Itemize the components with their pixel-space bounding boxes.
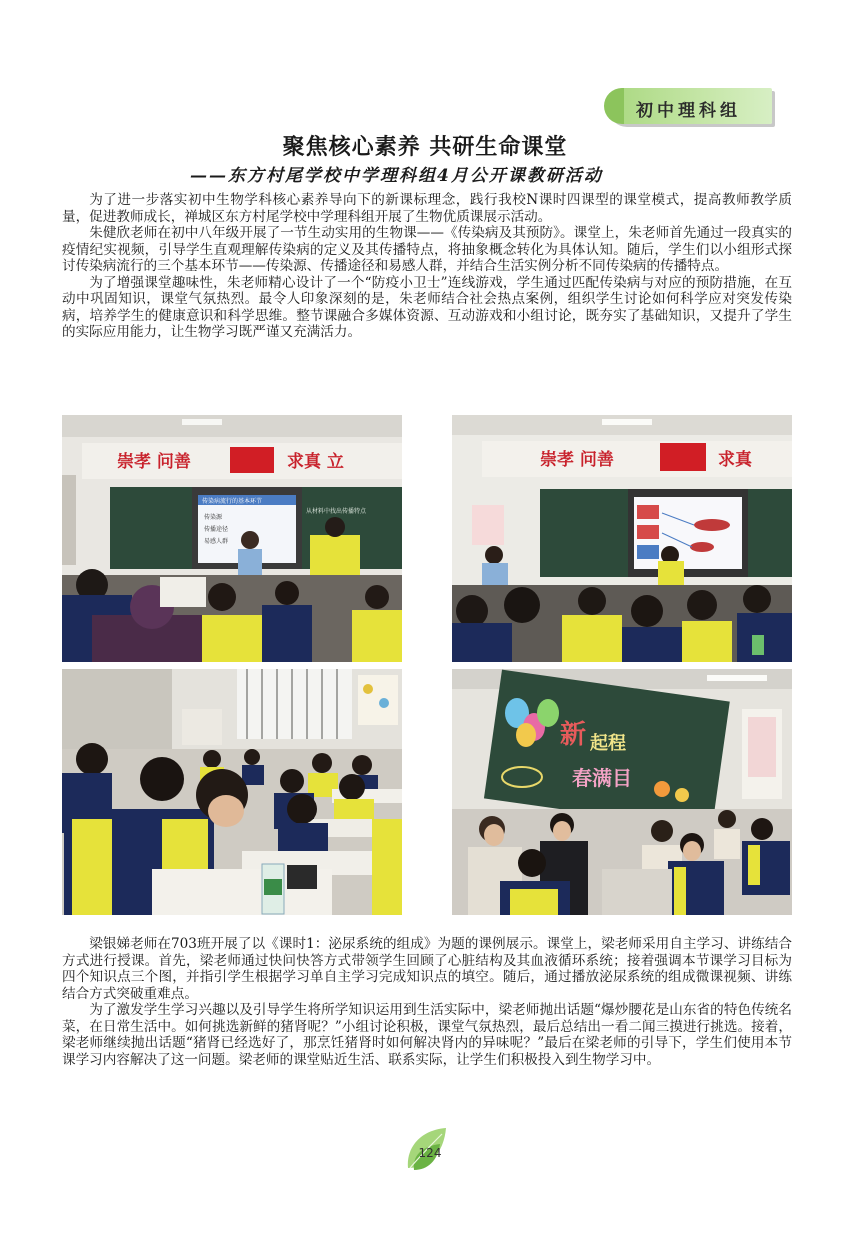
screen-title: 传染病流行的基本环节	[202, 498, 263, 505]
section-tag	[606, 88, 772, 124]
board-text-new: 新	[560, 720, 587, 750]
board-text-start: 起程	[590, 733, 626, 754]
article-body-bottom	[62, 936, 792, 1068]
article-title: 聚焦核心素养 共研生命课堂	[282, 135, 568, 160]
article-body-top	[62, 192, 792, 341]
paragraph: 为了激发学生学习兴趣以及引导学生将所学知识运用到生活实际中，梁老师抛出话题“爆炒腰花是山东省的特色传统名菜，在日常生活中。如何挑选新鲜的猪肾呢？”小组讨论积极，课堂气氛热烈，最后总结出一看二闻三摸进行挑选。接着，梁老师继续抛出话题“猪肾已经选好了，那烹饪猪肾时如何解决肾内的异味呢？”最后在梁老师的引导下，学生们使用本节课学习内容解决了这一问题。梁老师的课堂贴近生活、联系实际，让学生们积极投入到生物学习中。	[62, 1002, 792, 1068]
classroom-photo-teachers-observing	[452, 669, 792, 915]
page-number: 124	[418, 1146, 442, 1160]
paragraph: 为了进一步落实初中生物学科核心素养导向下的新课标理念，践行我校N课时四课型的课堂模式，提高教师教学质量，促进教师成长，禅城区东方村尾学校中学理科组开展了生物优质课展示活动。	[62, 192, 792, 225]
screen-line-2: 传播途径	[204, 526, 229, 533]
screen-line-3: 易感人群	[204, 538, 229, 545]
page-number-badge	[400, 1124, 450, 1174]
classroom-photo-students-writing	[62, 669, 402, 915]
article-subtitle: ——东方村尾学校中学理科组4月公开课教研活动	[190, 166, 603, 186]
screen-line-1: 传染源	[204, 514, 223, 521]
banner-text-left: 崇孝 问善	[540, 450, 614, 470]
paragraph: 梁银娣老师在703班开展了以《课时1：泌尿系统的组成》为题的课例展示。课堂上，梁老师采用自主学习、讲练结合方式进行授课。首先，梁老师通过快问快答方式带领学生回顾了心脏结构及其血液循环系统；接着强调本节课学习目标为四个知识点三个图，并指引学生根据学习单自主学习完成知识点的填空。随后，通过播放泌尿系统的组成微课视频、讲练结合方式突破重难点。	[62, 936, 792, 1002]
section-tag-label: 初中理科组	[636, 101, 741, 121]
paragraph: 为了增强课堂趣味性，朱老师精心设计了一个“防疫小卫士”连线游戏，学生通过匹配传染病与对应的预防措施，在互动中巩固知识，课堂气氛热烈。最令人印象深刻的是，朱老师结合社会热点案例，组织学生讨论如何科学应对突发传染病，培养学生的健康意识和科学思维。整节课融合多媒体资源、互动游戏和小组讨论，既夯实了基础知识，又提升了学生的实际应用能力，让生物学习既严谨又充满活力。	[62, 274, 792, 340]
screen-note: 从材料中找出传播特点	[306, 508, 367, 515]
banner-text-left: 崇孝 问善	[117, 452, 191, 472]
banner-text-right: 求真 立	[287, 452, 344, 472]
classroom-photo-interactive-screen	[452, 415, 792, 662]
paragraph: 朱健欣老师在初中八年级开展了一节生动实用的生物课——《传染病及其预防》。课堂上，朱老师首先通过一段真实的疫情纪实视频，引导学生直观理解传染病的定义及其传播特点，将抽象概念转化为具体认知。随后，学生们以小组形式探讨传染病流行的三个基本环节——传染源、传播途径和易感人群，并结合生活实例分析不同传染病的传播特点。	[62, 225, 792, 274]
classroom-photo-teacher-lecture	[62, 415, 402, 662]
banner-text-right: 求真	[718, 450, 752, 470]
board-text-spring: 春满目	[572, 766, 632, 790]
